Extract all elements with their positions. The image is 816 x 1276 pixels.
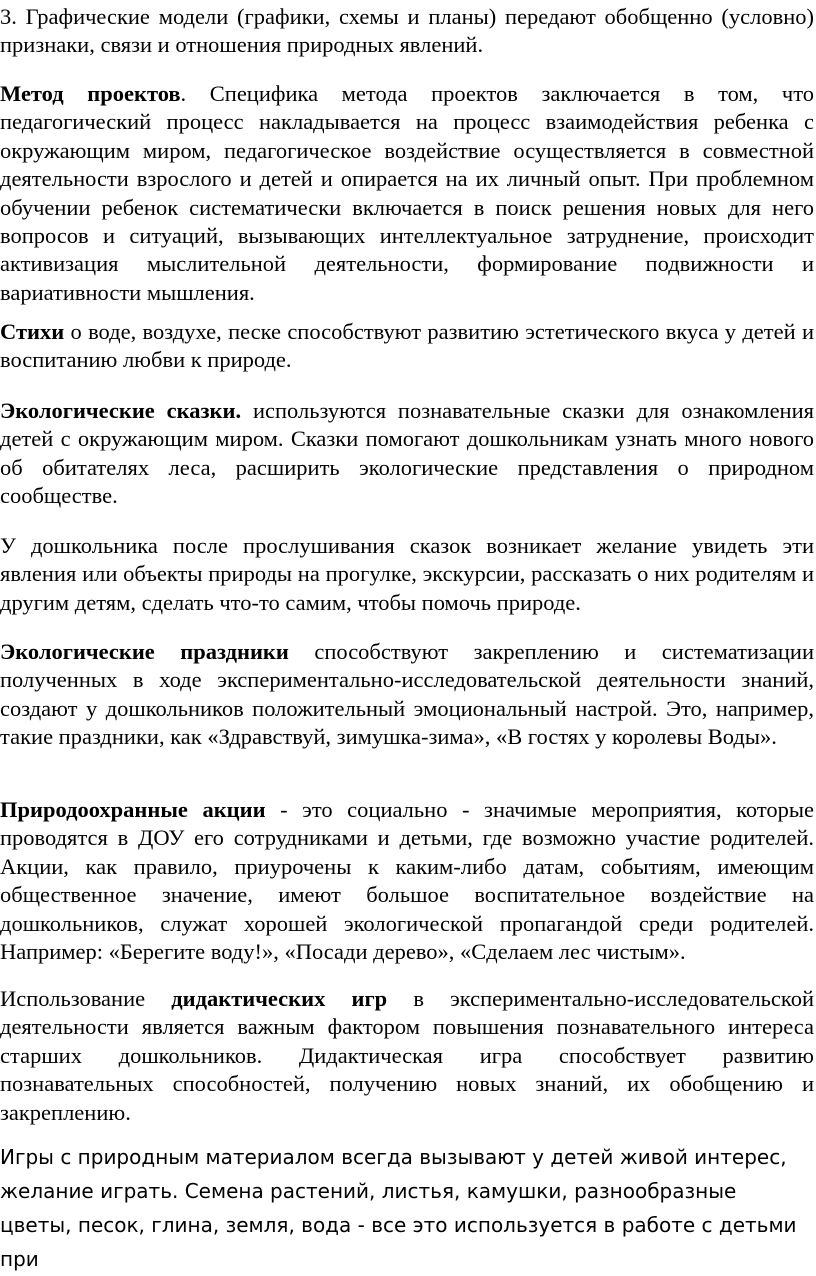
paragraph-graphic-models: 3. Графические модели (графики, схемы и планы) передают обобщенно (условно) признаки, связи и отношения природных явлений. xyxy=(0,4,814,58)
term-ecological-tales: Экологические сказки. xyxy=(0,398,242,423)
paragraph-nature-actions: Природоохранные акции - это социально - значимые мероприятия, которые проводятся в ДОУ его сотрудниками и детьми, где возможно участие родителей. Акции, как правило, приурочены к каким-либо датам, событиям, имеющим общественное значение, имеют большое воспитательное воздействие на дошкольников, служат хорошей экологической пропагандой среди родителей. Например: «Берегите воду!», «Посади дерево», «Сделаем лес чистым». xyxy=(0,797,815,965)
paragraph-natural-material-games: Игры с природным материалом всегда вызывают у детей живой интерес, желание играть. Семена растений, листья, камушки, разнообразные цветы, песок, глина, земля, вода - все это используется в работе с детьми при xyxy=(0,1145,797,1271)
paragraph-ecological-holidays: Экологические праздники способствуют закреплению и систематизации полученных в ходе экспериментально-исследовательской деятельности знаний, создают у дошкольников положительный эмоциональный настрой. Это, например, такие праздники, как «Здравствуй, зимушка-зима», «В гостях у королевы Воды». xyxy=(0,639,815,750)
paragraph-ecological-tales: Экологические сказки. используются познавательные сказки для ознакомления детей с окружающим миром. Сказки помогают дошкольникам узнать много нового об обитателях леса, расширить экологические представления о природном сообществе. xyxy=(0,398,814,509)
paragraph-didactic-games: Использование дидактических игр в экспериментально-исследовательской деятельности является важным фактором повышения познавательного интереса старших дошкольников. Дидактическая игра способствует развитию познавательных способностей, получению новых знаний, их обобщению и закреплению. xyxy=(0,986,815,1125)
paragraph-poems: Стихи о воде, воздухе, песке способствуют развитию эстетического вкуса у детей и воспитанию любви к природе. xyxy=(0,319,814,373)
term-nature-actions: Природоохранные акции xyxy=(0,797,266,822)
term-project-method: Метод проектов xyxy=(0,81,181,106)
paragraph-project-method: Метод проектов. Специфика метода проектов заключается в том, что педагогический процесс накладывается на процесс взаимодействия ребенка с окружающим миром, педагогическое воздействие осуществляется в совместной деятельности взрослого и детей и опирается на их личный опыт. При проблемном обучении ребенок систематически включается в поиск решения новых для него вопросов и ситуаций, вызывающих интеллектуальное затруднение, происходит активизация мыслительной деятельности, формирование подвижности и вариативности мышления. xyxy=(0,81,814,305)
term-didactic-games: дидактических игр xyxy=(171,986,388,1011)
paragraph-after-tales: У дошкольника после прослушивания сказок возникает желание увидеть эти явления или объекты природы на прогулке, экскурсии, рассказать о них родителям и другим детям, сделать что-то самим, чтобы помочь природе. xyxy=(0,533,814,615)
term-poems: Стихи xyxy=(0,319,65,344)
term-ecological-holidays: Экологические праздники xyxy=(0,639,289,664)
